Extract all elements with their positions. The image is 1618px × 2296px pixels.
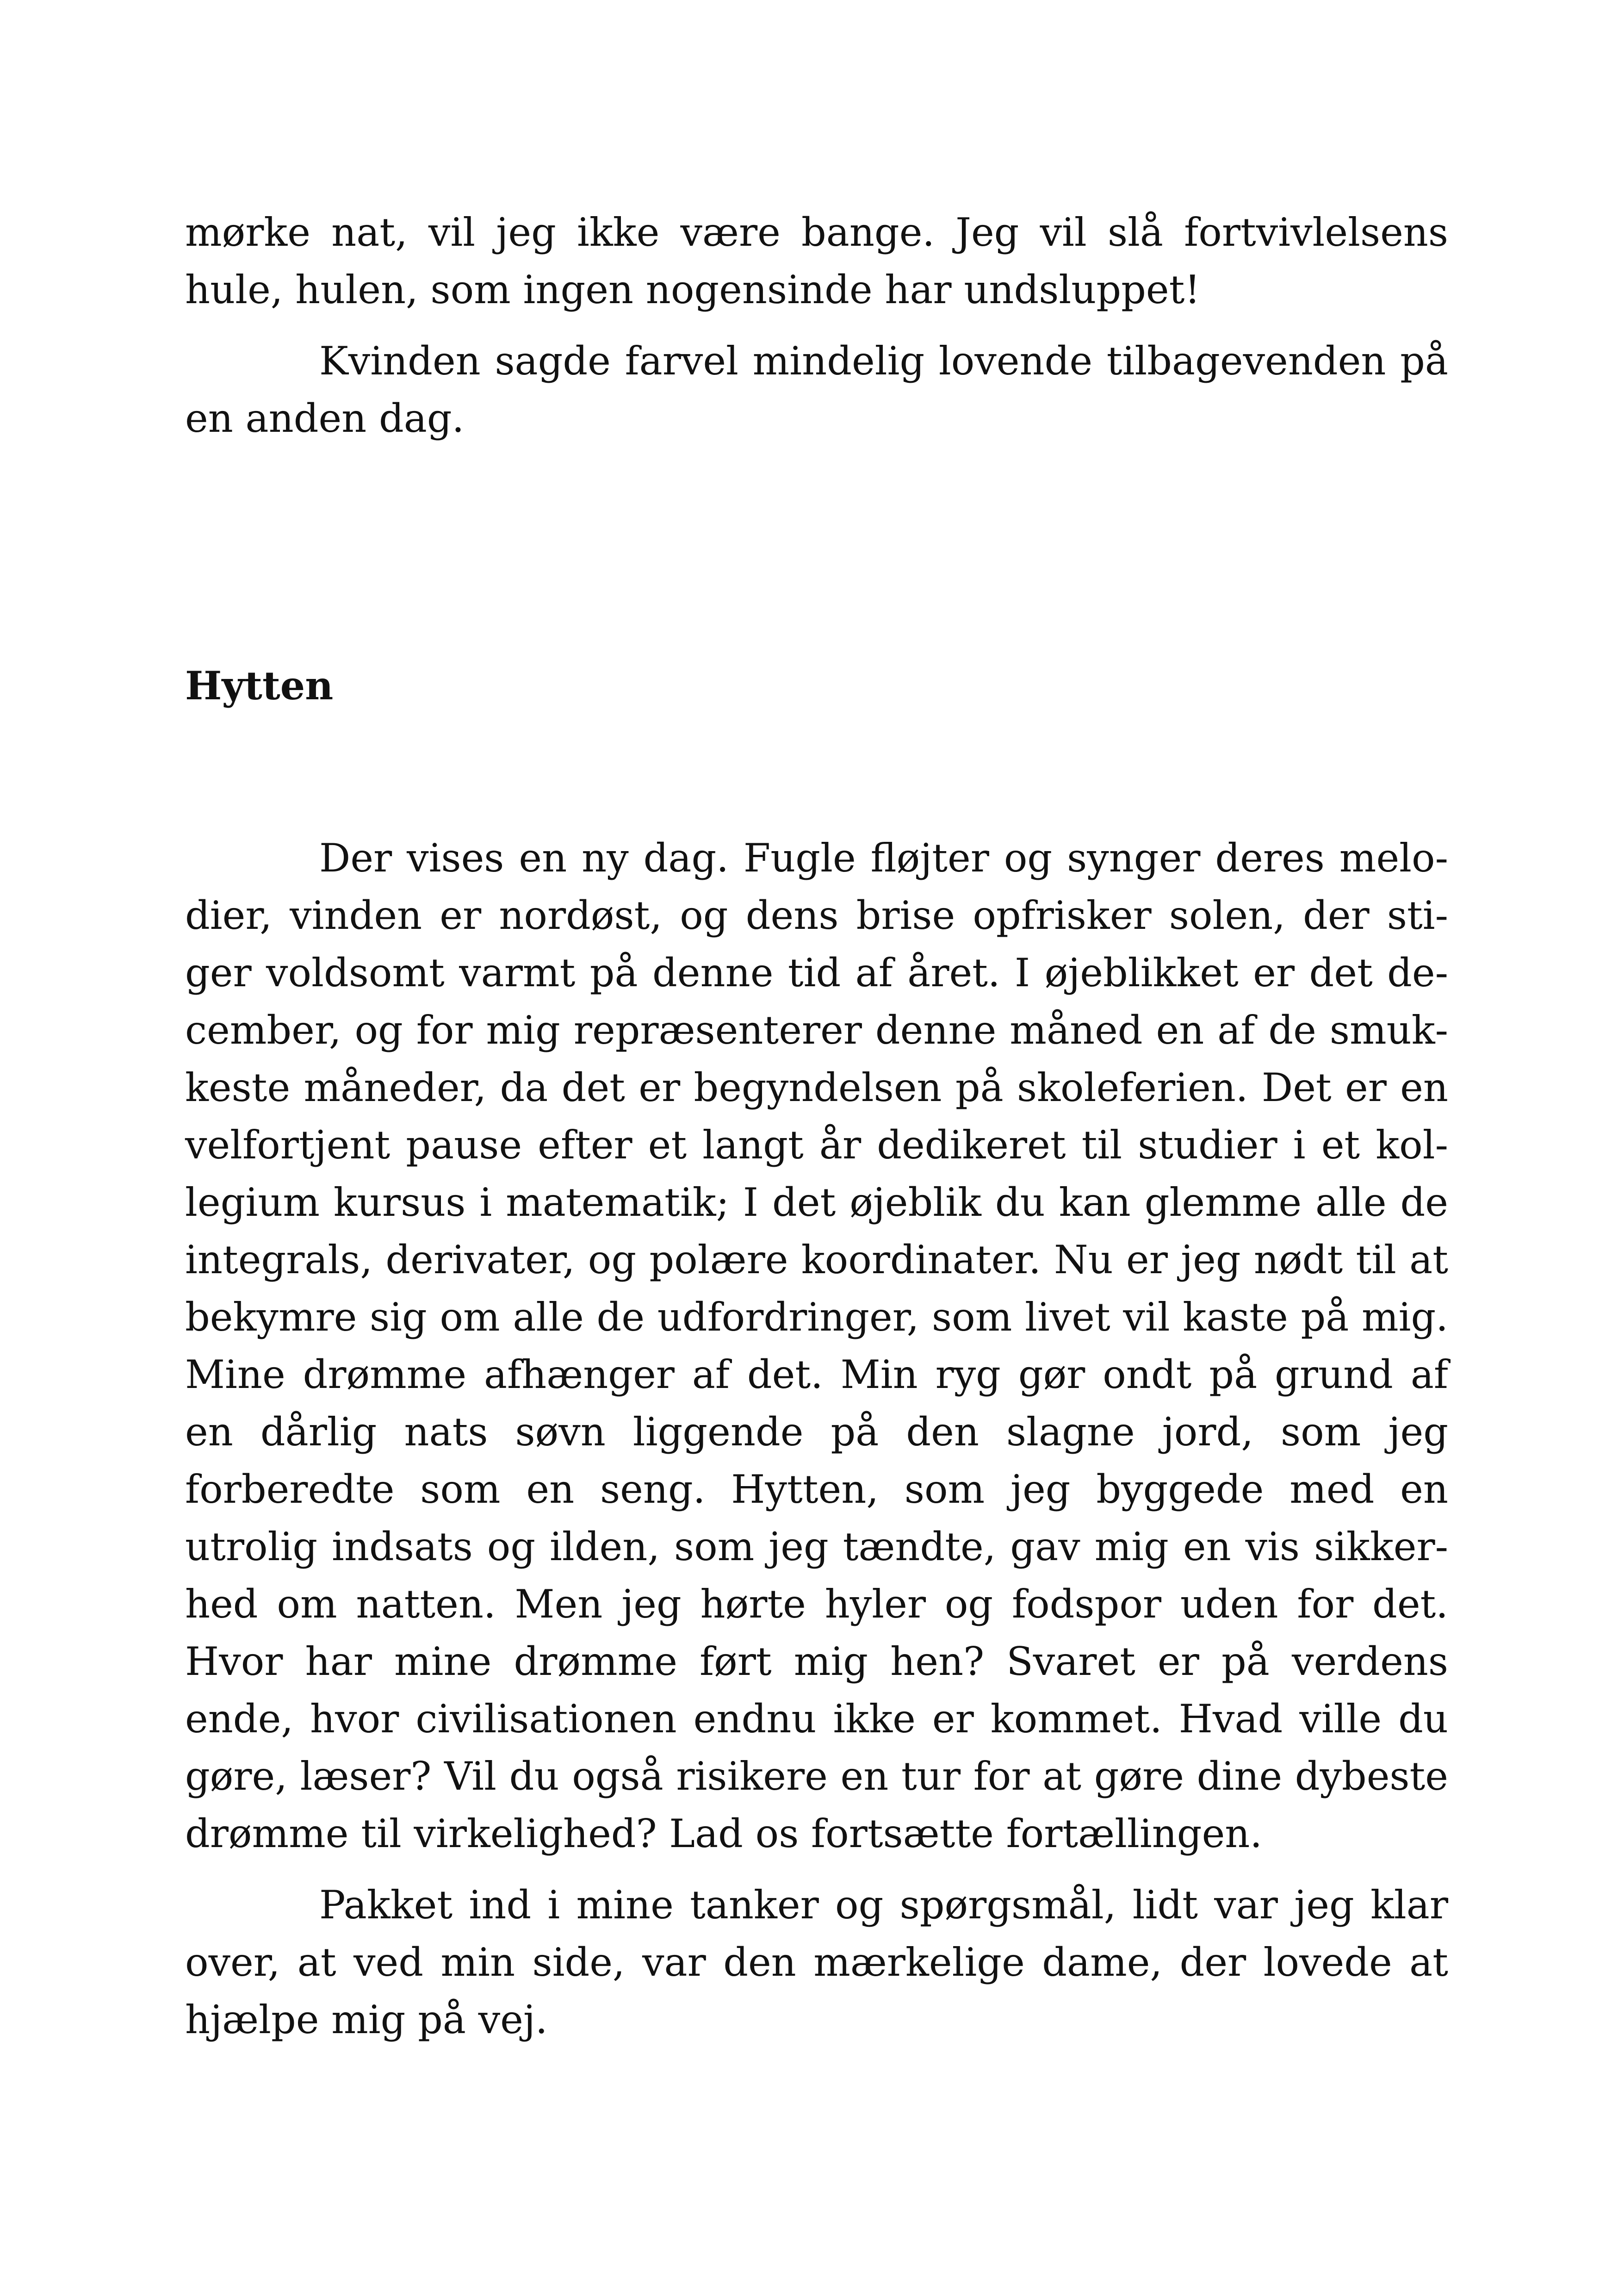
top-text-block (185, 204, 1448, 447)
continuation-paragraph: mørke nat, vil jeg ikke være bange. Jeg vil slå fortvivlelsens hule, hulen, som ingen nogensinde har undsluppet! (185, 210, 1448, 312)
section-body (185, 829, 1448, 2048)
farewell-paragraph: Kvinden sagde farvel mindelig lovende tilbagevenden på en anden dag. (185, 338, 1448, 441)
body-paragraph-1: Der vises en ny dag. Fugle fløjter og synger deres melodier, vinden er nordøst, og dens brise opfrisker solen, der stiger voldsomt varmt på denne tid af året. I øjeblikket er det december, og for mig repræsenterer denne måned en af de smukkeste måneder, da det er begyndelsen på skoleferien. Det er en velfortjent pause efter et langt år dedikeret til studier i et kollegium kursus i matematik; I det øjeblik du kan glemme alle de integrals, derivater, og polære koordinater. Nu er jeg nødt til at bekymre sig om alle de udfordringer, som livet vil kaste på mig. Mine drømme afhænger af det. Min ryg gør ondt på grund af en dårlig nats søvn liggende på den slagne jord, som jeg forberedte som en seng. Hytten, som jeg byggede med en utrolig indsats og ilden, som jeg tændte, gav mig en vis sikkerhed om natten. Men jeg hørte hyler og fodspor uden for det. Hvor har mine drømme ført mig hen? Svaret er på verdens ende, hvor civilisationen endnu ikke er kommet. Hvad ville du gøre, læser? Vil du også risikere en tur for at gøre dine dybeste drømme til virkelighed? Lad os fortsætte fortællingen. (185, 835, 1448, 1856)
section-heading: Hytten (185, 663, 334, 709)
body-paragraph-2: Pakket ind i mine tanker og spørgsmål, lidt var jeg klar over, at ved min side, var den mærkelige dame, der lovede at hjælpe mig på vej. (185, 1882, 1448, 2042)
